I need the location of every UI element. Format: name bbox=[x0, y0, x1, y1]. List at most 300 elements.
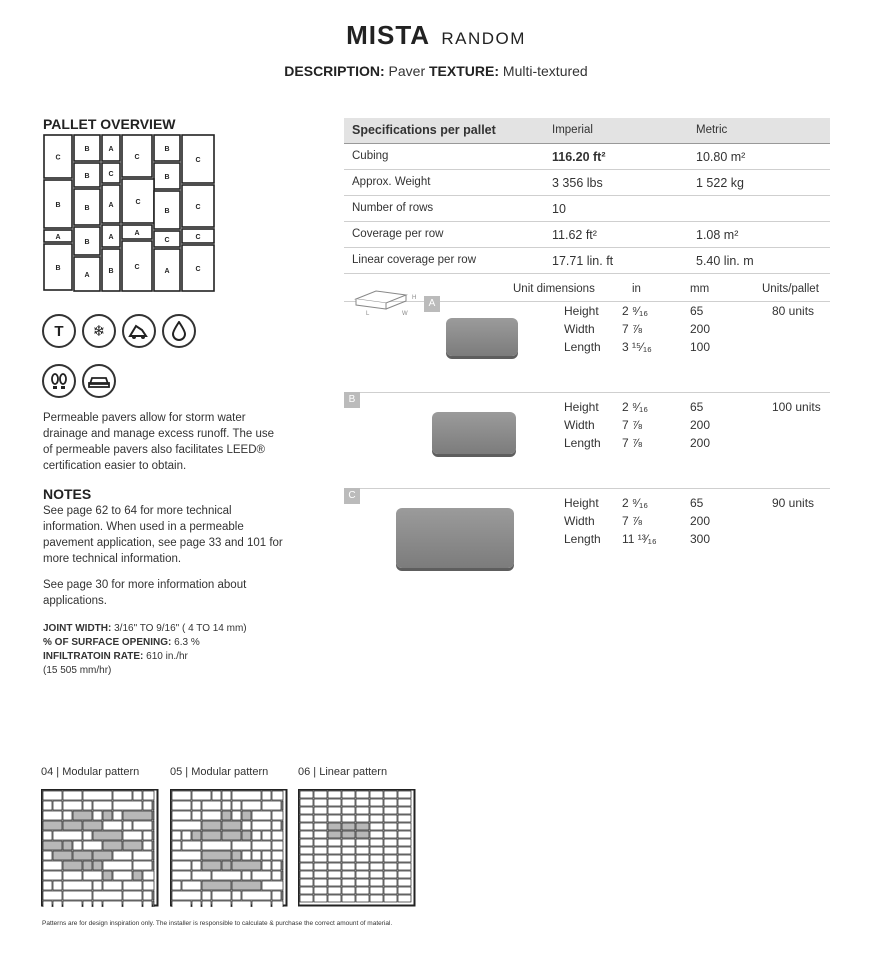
pattern-paver bbox=[202, 821, 221, 830]
texture-label: TEXTURE bbox=[429, 63, 495, 79]
pattern-paver bbox=[300, 807, 313, 814]
pattern-paver bbox=[93, 851, 112, 860]
pattern-paver bbox=[272, 831, 283, 840]
pallet-block-label: C bbox=[55, 154, 61, 162]
units-per-pallet: 100 units bbox=[772, 400, 821, 414]
pattern-paver bbox=[93, 881, 102, 890]
pattern-paver bbox=[232, 861, 261, 870]
pattern-paver bbox=[222, 811, 231, 820]
pattern-paver bbox=[356, 807, 369, 814]
pattern-paver bbox=[133, 791, 142, 800]
unit-dims-label: Unit dimensions bbox=[513, 283, 595, 295]
pattern-paver bbox=[192, 811, 201, 820]
pattern-paver bbox=[342, 879, 355, 886]
pattern-paver bbox=[63, 861, 82, 870]
pallet-block-label: C bbox=[195, 157, 201, 164]
dim-mm: 200 bbox=[690, 322, 711, 336]
specs-cell-metric: 10.80 m² bbox=[696, 150, 746, 164]
pattern-paver bbox=[314, 823, 327, 830]
specs-cell-metric: 5.40 lin. m bbox=[696, 254, 754, 268]
pattern-paver bbox=[93, 811, 102, 820]
pallet-diagram bbox=[43, 134, 217, 294]
pattern-paver bbox=[398, 791, 411, 798]
pattern-paver bbox=[282, 861, 283, 870]
specs-cell-metric: 1.08 m² bbox=[696, 228, 739, 242]
dim-name: Height bbox=[564, 496, 599, 510]
pattern-paver bbox=[123, 821, 132, 830]
pattern-paver bbox=[370, 847, 383, 854]
pattern-paver bbox=[143, 901, 152, 907]
pattern-paver bbox=[300, 855, 313, 862]
pattern-paver bbox=[356, 879, 369, 886]
pattern-paver bbox=[222, 831, 241, 840]
specs-row bbox=[344, 170, 830, 196]
pattern-paver bbox=[83, 871, 102, 880]
pattern-paver bbox=[202, 851, 231, 860]
pattern-paver bbox=[300, 847, 313, 854]
description-value: Paver bbox=[388, 63, 426, 79]
pattern-paver bbox=[272, 871, 281, 880]
dim-in: 2 ⁹⁄₁₆ bbox=[622, 400, 649, 414]
pattern-paver bbox=[370, 895, 383, 902]
pattern-paver bbox=[252, 811, 271, 820]
pattern-paver bbox=[328, 839, 341, 846]
pattern-paver bbox=[328, 799, 341, 806]
dim-in: 7 ⅞ bbox=[622, 514, 643, 528]
pattern-paver bbox=[232, 901, 251, 907]
pattern-paver bbox=[328, 863, 341, 870]
pallet-overview-heading: PALLET OVERVIEW bbox=[43, 116, 176, 132]
pattern-paver bbox=[300, 791, 313, 798]
pattern-paver bbox=[202, 901, 211, 907]
pattern-paver bbox=[356, 887, 369, 894]
pattern-paver bbox=[153, 861, 154, 870]
pattern-paver bbox=[398, 847, 411, 854]
pattern-paver bbox=[232, 811, 241, 820]
pattern-paver bbox=[314, 863, 327, 870]
pattern-paver bbox=[53, 851, 72, 860]
pattern-paver bbox=[384, 871, 397, 878]
dim-name: Width bbox=[564, 418, 595, 432]
pattern-paver bbox=[172, 791, 191, 800]
pallet-block-label: A bbox=[108, 146, 114, 153]
specs-header-row bbox=[344, 118, 830, 144]
specs-cell-label: Linear coverage per row bbox=[352, 254, 477, 266]
pattern-paver bbox=[262, 801, 281, 810]
pattern-paver bbox=[328, 807, 341, 814]
pattern-paver bbox=[314, 847, 327, 854]
pattern-paver bbox=[232, 841, 251, 850]
pallet-block-label: A bbox=[108, 234, 114, 241]
pattern-paver bbox=[314, 799, 327, 806]
specs-cell-label: Approx. Weight bbox=[352, 176, 431, 188]
freeze-thaw-icon: ❄ bbox=[82, 314, 116, 348]
pattern-paver bbox=[356, 863, 369, 870]
pattern-paver bbox=[314, 791, 327, 798]
pattern-paver bbox=[342, 847, 355, 854]
pattern-paver bbox=[153, 811, 154, 820]
pattern-paver bbox=[63, 891, 92, 900]
pattern-paver bbox=[300, 863, 313, 870]
pattern-paver bbox=[328, 879, 341, 886]
pallet-block-label: C bbox=[164, 237, 170, 244]
pattern-paver bbox=[398, 799, 411, 806]
dim-mm: 200 bbox=[690, 514, 711, 528]
pattern-paver bbox=[43, 861, 62, 870]
product-subname: RANDOM bbox=[441, 29, 526, 48]
specs-row bbox=[344, 144, 830, 170]
pattern-paver bbox=[314, 895, 327, 902]
pattern-paver bbox=[342, 823, 355, 830]
pattern-paver bbox=[43, 791, 62, 800]
pattern-paver bbox=[282, 871, 283, 880]
pattern-paver bbox=[172, 801, 191, 810]
dim-name: Length bbox=[564, 532, 601, 546]
pattern-paver bbox=[342, 791, 355, 798]
pedestrian-icon bbox=[42, 364, 76, 398]
pattern-paver bbox=[300, 871, 313, 878]
pattern-paver bbox=[232, 851, 241, 860]
pattern-paver bbox=[342, 895, 355, 902]
pattern-paver bbox=[212, 891, 231, 900]
pattern-paver bbox=[398, 823, 411, 830]
pallet-block-label: C bbox=[195, 234, 201, 241]
pattern-paver bbox=[370, 887, 383, 894]
texture-value: Multi-textured bbox=[502, 63, 588, 79]
pattern-paver bbox=[314, 887, 327, 894]
pattern-paver bbox=[93, 891, 122, 900]
pattern-paver bbox=[93, 801, 112, 810]
specs-cell-metric: 1 522 kg bbox=[696, 176, 744, 190]
icon-group bbox=[42, 314, 202, 404]
notes-paragraph-2: See page 30 for more information about applications. bbox=[43, 579, 247, 607]
pattern-paver bbox=[153, 841, 154, 850]
pattern-paver bbox=[222, 861, 231, 870]
pattern-paver bbox=[53, 831, 82, 840]
unit-mm-label: mm bbox=[690, 283, 710, 295]
dim-in: 7 ⅞ bbox=[622, 418, 643, 432]
pattern-paver bbox=[53, 881, 62, 890]
pattern-paver bbox=[314, 839, 327, 846]
pattern-paver bbox=[73, 851, 92, 860]
pattern-paver bbox=[356, 895, 369, 902]
pattern-paver bbox=[123, 831, 142, 840]
specs-cell-imperial: 10 bbox=[552, 202, 566, 216]
pattern-paver bbox=[153, 901, 154, 907]
pattern-paver bbox=[83, 841, 102, 850]
pattern-paver bbox=[342, 799, 355, 806]
pattern-paver bbox=[398, 871, 411, 878]
pattern-paver bbox=[272, 811, 283, 820]
pattern-paver bbox=[242, 891, 271, 900]
pattern-paver bbox=[328, 871, 341, 878]
pattern-paver bbox=[300, 895, 313, 902]
pallet-block-label: C bbox=[195, 266, 201, 273]
pattern-paver bbox=[43, 811, 62, 820]
pattern-paver bbox=[103, 881, 122, 890]
pattern-paver bbox=[282, 891, 283, 900]
pattern-paver bbox=[356, 815, 369, 822]
dim-name: Height bbox=[564, 400, 599, 414]
pattern-paver bbox=[356, 831, 369, 838]
pattern-paver bbox=[242, 851, 251, 860]
pattern-paver bbox=[103, 811, 112, 820]
pattern-paver bbox=[328, 887, 341, 894]
unit-diagram-icon bbox=[352, 287, 422, 317]
pattern-paver bbox=[93, 861, 102, 870]
pattern-paver bbox=[300, 831, 313, 838]
dim-mm: 300 bbox=[690, 532, 711, 546]
pattern-paver bbox=[202, 841, 231, 850]
pallet-block-label: C bbox=[135, 199, 141, 206]
pattern-paver bbox=[63, 801, 82, 810]
pattern-paver bbox=[356, 871, 369, 878]
pattern-paver bbox=[103, 841, 122, 850]
specs-cell-label: Coverage per row bbox=[352, 228, 444, 240]
technical-specs bbox=[43, 622, 303, 678]
dim-in: 11 ¹³⁄₁₆ bbox=[622, 532, 657, 546]
specs-cell-imperial: 116.20 ft² bbox=[552, 150, 606, 164]
pattern-paver bbox=[63, 871, 82, 880]
pattern-paver bbox=[370, 863, 383, 870]
pattern-label: 04 | Modular pattern bbox=[41, 766, 140, 778]
pattern-paver bbox=[123, 811, 152, 820]
pattern-paver bbox=[300, 879, 313, 886]
pattern-paver bbox=[113, 851, 132, 860]
pattern-paver bbox=[272, 791, 283, 800]
pattern-paver bbox=[172, 831, 181, 840]
pattern-paver bbox=[262, 861, 271, 870]
pallet-block-label: B bbox=[84, 173, 90, 180]
pattern-paver bbox=[370, 839, 383, 846]
specs-row bbox=[344, 248, 830, 274]
paver-image bbox=[432, 412, 516, 454]
pattern-paver bbox=[63, 841, 72, 850]
pallet-block-label: B bbox=[84, 205, 90, 212]
dim-name: Width bbox=[564, 514, 595, 528]
pattern-paver bbox=[242, 811, 251, 820]
pattern-paver bbox=[232, 891, 241, 900]
specs-header-label: Specifications per pallet bbox=[352, 123, 496, 137]
snow-removal-icon bbox=[122, 314, 156, 348]
pattern-paver bbox=[192, 791, 211, 800]
pattern-paver bbox=[222, 801, 231, 810]
units-per-pallet: 80 units bbox=[772, 304, 815, 318]
pattern-paver bbox=[370, 823, 383, 830]
pattern-paver bbox=[192, 801, 201, 810]
pattern-paver bbox=[153, 891, 154, 900]
pattern-paver bbox=[103, 861, 132, 870]
pattern-paver bbox=[43, 801, 52, 810]
pattern-paver bbox=[63, 811, 72, 820]
pallet-block-label: B bbox=[84, 146, 90, 153]
pattern-graphic bbox=[298, 789, 416, 907]
pattern-paver bbox=[384, 895, 397, 902]
pattern-paver bbox=[272, 821, 281, 830]
pattern-paver bbox=[123, 891, 142, 900]
pattern-paver bbox=[83, 821, 102, 830]
pattern-paver bbox=[43, 841, 62, 850]
pattern-paver bbox=[63, 901, 82, 907]
pattern-paver bbox=[370, 855, 383, 862]
pattern-paver bbox=[172, 881, 181, 890]
pattern-paver bbox=[43, 871, 62, 880]
pattern-paver bbox=[272, 901, 283, 907]
pattern-paver bbox=[153, 851, 154, 860]
specs-cell-label: Number of rows bbox=[352, 202, 434, 214]
pattern-paver bbox=[342, 871, 355, 878]
pattern-paver bbox=[342, 839, 355, 846]
pattern-paver bbox=[133, 861, 152, 870]
pattern-paver bbox=[63, 881, 92, 890]
pattern-paver bbox=[222, 791, 231, 800]
pattern-paver bbox=[202, 831, 221, 840]
infiltration-line: INFILTRATOIN RATE: 610 in./hr bbox=[43, 651, 188, 662]
pallet-block-label: A bbox=[134, 230, 140, 237]
pattern-paver bbox=[370, 815, 383, 822]
pattern-paver bbox=[384, 799, 397, 806]
pattern-paver bbox=[328, 831, 341, 838]
notes-paragraph-1: See page 62 to 64 for more technical information. When used in a permeable pavement application, see page 33 and 101 for more technical information. bbox=[43, 505, 283, 565]
pattern-paver bbox=[398, 863, 411, 870]
specs-header-imperial: Imperial bbox=[552, 124, 593, 136]
pattern-paver bbox=[172, 861, 191, 870]
pattern-paver bbox=[83, 791, 112, 800]
pattern-paver bbox=[153, 821, 154, 830]
description-line: DESCRIPTION: Paver TEXTURE: Multi-textured bbox=[284, 63, 588, 79]
pattern-paver bbox=[53, 801, 62, 810]
pattern-graphic bbox=[170, 789, 288, 907]
pallet-block-label: B bbox=[55, 265, 61, 272]
pattern-paver bbox=[252, 831, 261, 840]
pallet-block-label: A bbox=[84, 272, 90, 279]
pattern-paver bbox=[133, 871, 142, 880]
pattern-paver bbox=[384, 847, 397, 854]
pattern-paver bbox=[123, 881, 142, 890]
pattern-paver bbox=[384, 807, 397, 814]
pattern-paver bbox=[384, 831, 397, 838]
pallet-block-label: C bbox=[134, 264, 140, 271]
pattern-paver bbox=[282, 801, 283, 810]
diagram-w-label: W bbox=[402, 311, 408, 317]
traffic-icon: T bbox=[42, 314, 76, 348]
footnote: Patterns are for design inspiration only. The installer is responsible to calculate & purchase the correct amount of material. bbox=[42, 920, 393, 927]
pattern-paver bbox=[232, 791, 261, 800]
pattern-paver bbox=[53, 901, 62, 907]
pattern-paver bbox=[342, 831, 355, 838]
unit-badge: B bbox=[344, 392, 360, 408]
pattern-paver bbox=[103, 871, 112, 880]
pattern-paver bbox=[113, 871, 132, 880]
pattern-paver bbox=[222, 821, 241, 830]
pallet-block-label: C bbox=[108, 171, 114, 178]
pattern-paver bbox=[262, 831, 271, 840]
specs-row bbox=[344, 196, 830, 222]
pattern-paver bbox=[342, 863, 355, 870]
pattern-paver bbox=[83, 861, 92, 870]
pattern-paver bbox=[356, 847, 369, 854]
pattern-paver bbox=[252, 851, 261, 860]
pattern-paver bbox=[43, 901, 52, 907]
pallet-block-label: C bbox=[195, 204, 201, 211]
pattern-paver bbox=[172, 851, 201, 860]
pattern-paver bbox=[133, 851, 152, 860]
permeable-paragraph: Permeable pavers allow for storm water drainage and manage excess runoff. The use of permeable pavers also facilitates LEED® certification easier to obtain. bbox=[43, 412, 275, 472]
vehicle-icon bbox=[82, 364, 116, 398]
pattern-paver bbox=[113, 811, 122, 820]
pattern-paver bbox=[212, 871, 241, 880]
pattern-paver bbox=[202, 801, 221, 810]
dim-mm: 200 bbox=[690, 418, 711, 432]
pattern-paver bbox=[300, 839, 313, 846]
pattern-paver bbox=[192, 901, 201, 907]
pattern-paver bbox=[143, 841, 152, 850]
dim-in: 2 ⁹⁄₁₆ bbox=[622, 496, 649, 510]
paver-image bbox=[396, 508, 514, 568]
pallet-block-label: B bbox=[164, 146, 170, 153]
pattern-paver bbox=[370, 879, 383, 886]
pattern-paver bbox=[398, 887, 411, 894]
specs-cell-imperial: 17.71 lin. ft bbox=[552, 254, 614, 268]
pattern-paver bbox=[356, 855, 369, 862]
pattern-paver bbox=[252, 821, 271, 830]
pattern-paver bbox=[356, 799, 369, 806]
pattern-paver bbox=[63, 791, 82, 800]
pattern-paver bbox=[342, 887, 355, 894]
pattern-paver bbox=[242, 831, 251, 840]
product-name: MISTA bbox=[346, 20, 430, 50]
specs-row bbox=[344, 222, 830, 248]
unit-per-pallet-label: Units/pallet bbox=[762, 283, 819, 295]
pattern-paver bbox=[202, 891, 211, 900]
pattern-label: 05 | Modular pattern bbox=[170, 766, 269, 778]
dim-name: Length bbox=[564, 436, 601, 450]
dim-in: 7 ⅞ bbox=[622, 322, 643, 336]
pattern-paver bbox=[143, 791, 154, 800]
pattern-paver bbox=[398, 807, 411, 814]
pattern-paver bbox=[328, 847, 341, 854]
specs-cell-label: Cubing bbox=[352, 150, 389, 162]
pattern-paver bbox=[384, 863, 397, 870]
pallet-block-label: B bbox=[55, 202, 61, 209]
pallet-block-label: B bbox=[84, 239, 90, 246]
pattern-paver bbox=[272, 851, 283, 860]
pattern-paver bbox=[356, 839, 369, 846]
pattern-paver bbox=[182, 881, 201, 890]
pattern-paver bbox=[192, 871, 211, 880]
pattern-paver bbox=[328, 823, 341, 830]
pattern-paver bbox=[43, 881, 52, 890]
dim-mm: 200 bbox=[690, 436, 711, 450]
pattern-paver bbox=[242, 821, 251, 830]
pattern-paver bbox=[153, 831, 154, 840]
dim-in: 3 ¹⁵⁄₁₆ bbox=[622, 340, 652, 354]
pattern-paver bbox=[143, 871, 154, 880]
pattern-paver bbox=[252, 901, 271, 907]
pattern-paver bbox=[123, 841, 142, 850]
pattern-paver bbox=[202, 811, 221, 820]
pattern-paver bbox=[93, 901, 102, 907]
pattern-paver bbox=[300, 815, 313, 822]
pattern-paver bbox=[328, 855, 341, 862]
pattern-paver bbox=[384, 887, 397, 894]
pattern-paver bbox=[242, 871, 251, 880]
diagram-h-label: H bbox=[412, 295, 417, 301]
description-label: DESCRIPTION bbox=[284, 63, 380, 79]
units-per-pallet: 90 units bbox=[772, 496, 815, 510]
pattern-paver bbox=[328, 791, 341, 798]
dim-name: Width bbox=[564, 322, 595, 336]
